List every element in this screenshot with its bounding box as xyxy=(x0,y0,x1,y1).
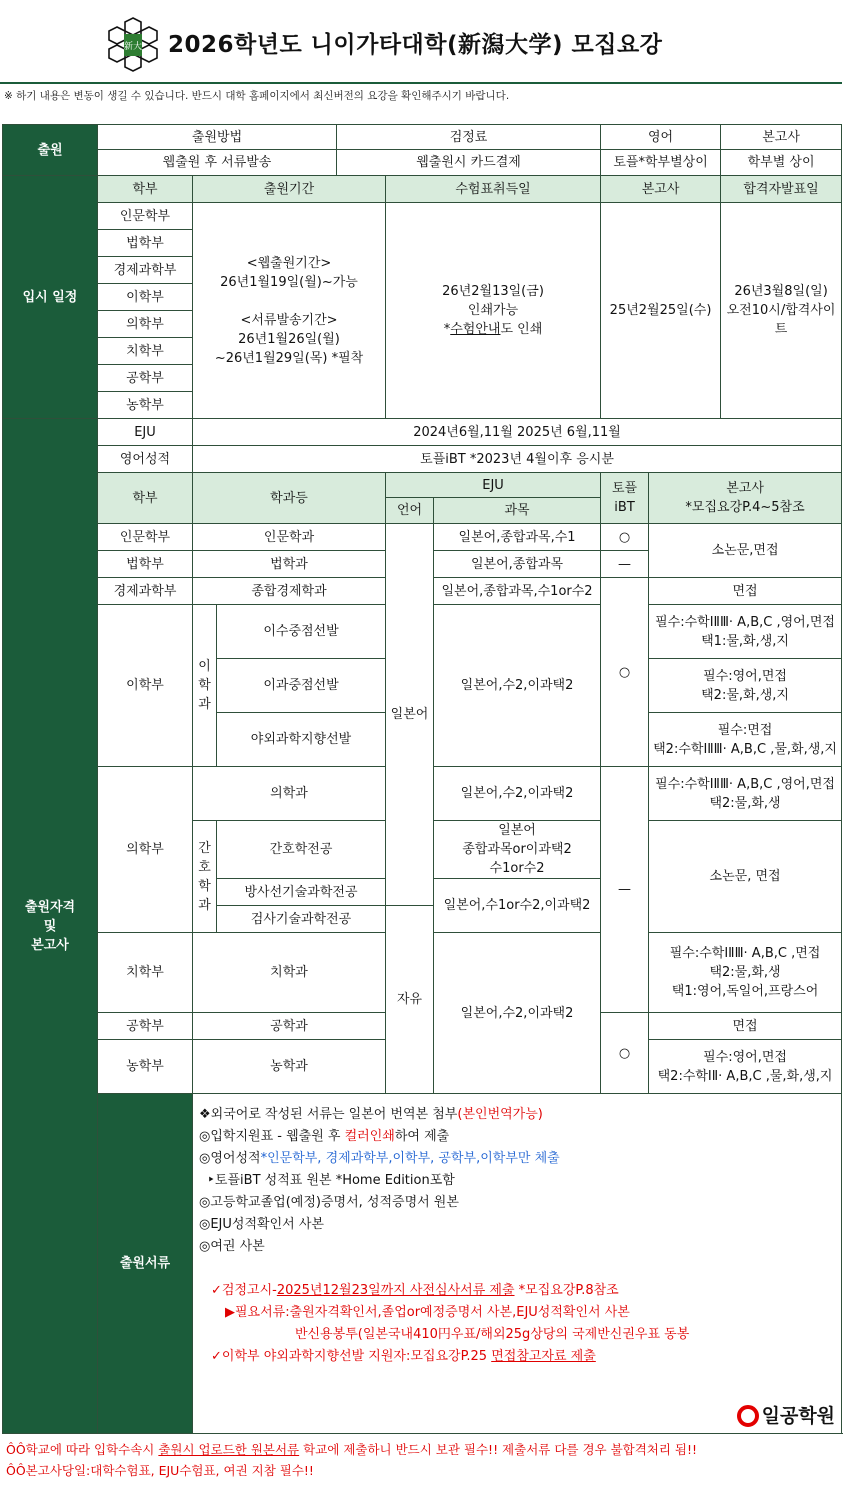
app-value-fee: 웹출원시 카드결제 xyxy=(337,150,601,176)
q-major: 방사선기술과학전공 xyxy=(217,879,386,906)
q-track: 야외과학지향선발 xyxy=(217,713,386,767)
section-documents: 출원서류 xyxy=(98,1094,193,1434)
doc-line: ❖외국어로 작성된 서류는 일본어 번역본 첨부(본인번역가능) xyxy=(199,1107,543,1122)
q-subject: 일본어,수1or수2,이과택2 xyxy=(434,879,601,933)
app-value-exam: 학부별 상이 xyxy=(721,150,842,176)
q-subject: 일본어,수2,이과택2 xyxy=(434,605,601,767)
q-dept: 의학과 xyxy=(193,767,386,821)
doc-line: ◎고등학교졸업(예정)증명서, 성적증명서 원본 xyxy=(199,1195,459,1210)
documents-list xyxy=(193,1094,842,1434)
q-header-toefl: 토플 iBT xyxy=(601,473,649,524)
sch-faculty: 공학부 xyxy=(98,365,193,392)
q-exam: 필수:영어,면접 택2:수학ⅠⅡ· A,B,C ,물,화,생,지 xyxy=(649,1040,842,1094)
q-header-exam: 본고사 *모집요강P.4~5참조 xyxy=(649,473,842,524)
q-exam: 면접 xyxy=(649,578,842,605)
sch-faculty: 치학부 xyxy=(98,338,193,365)
notice-text: ※ 하기 내용은 변동이 생길 수 있습니다. 반드시 대학 홈페이지에서 최신버전의 요강을 확인해주시기 바랍니다. xyxy=(4,90,510,102)
q-dept: 치학과 xyxy=(193,933,386,1013)
sch-header-faculty: 학부 xyxy=(98,176,193,203)
doc-line: ‣토플iBT 성적표 원본 *Home Edition포함 xyxy=(199,1173,455,1188)
doc-line: ◎EJU성적확인서 사본 xyxy=(199,1217,324,1232)
section-application: 출원 xyxy=(3,125,98,176)
q-toefl: — xyxy=(601,767,649,1013)
sch-header-period: 출원기간 xyxy=(193,176,386,203)
q-exam: 소논문, 면접 xyxy=(649,821,842,933)
q-dept: 인문학과 xyxy=(193,524,386,551)
doc-note: 반신용봉투(일본국내410円우표/해외25g상당의 국제반신권우표 동봉 xyxy=(295,1327,690,1342)
sch-faculty: 이학부 xyxy=(98,284,193,311)
footer-note-1: ÔÔ학교에 따라 입학수속시 출원시 업로드한 원본서류 학교에 제출하니 반드시 보관 필수!! 제출서류 다를 경우 불합격처리 됨!! xyxy=(6,1442,698,1457)
doc-line: ◎여권 사본 xyxy=(199,1239,265,1254)
english-score-value: 토플iBT *2023년 4월이후 응시분 xyxy=(193,446,842,473)
q-faculty-medicine: 의학부 xyxy=(98,767,193,933)
q-lang-free: 자유 xyxy=(386,906,434,1094)
sch-period: <웹출원기간> 26년1월19일(월)~가능 <서류발송기간> 26년1월26일(월) ~26년1월29일(목) *필착 xyxy=(193,203,386,419)
sch-faculty: 인문학부 xyxy=(98,203,193,230)
sch-ticket: 26년2월13일(금) 인쇄가능 *수험안내도 인쇄 xyxy=(386,203,601,419)
q-subject: 일본어,수2,이과택2 xyxy=(434,933,601,1094)
q-major: 간호학전공 xyxy=(217,821,386,879)
ilgong-ring-icon xyxy=(737,1405,759,1427)
app-header-method: 출원방법 xyxy=(98,125,337,150)
app-header-english: 영어 xyxy=(601,125,721,150)
q-lang-japanese: 일본어 xyxy=(386,524,434,906)
doc-note: ✓검정고시-2025년12월23일까지 사전심사서류 제출 *모집요강P.8참조 xyxy=(211,1283,619,1298)
q-exam: 필수:수학ⅠⅡⅢ· A,B,C ,영어,면접 택1:물,화,생,지 xyxy=(649,605,842,659)
footer-note-2: ÔÔ본고사당일:대학수험표, EJU수험표, 여권 지참 필수!! xyxy=(6,1463,314,1478)
section-qualification: 출원자격 및 본고사 xyxy=(3,419,98,1434)
eju-label: EJU xyxy=(98,419,193,446)
university-logo-icon xyxy=(105,14,161,74)
q-faculty-agriculture: 농학부 xyxy=(98,1040,193,1094)
q-exam: 필수:수학ⅠⅡⅢ· A,B,C ,영어,면접 택2:물,화,생 xyxy=(649,767,842,821)
q-faculty-humanities: 인문학부 xyxy=(98,524,193,551)
section-schedule: 입시 일정 xyxy=(3,176,98,419)
app-header-exam: 본고사 xyxy=(721,125,842,150)
q-faculty-law: 법학부 xyxy=(98,551,193,578)
q-faculty-science: 이학부 xyxy=(98,605,193,767)
q-exam: 필수:면접 택2:수학ⅠⅡⅢ· A,B,C ,물,화,생,지 xyxy=(649,713,842,767)
q-dept: 종합경제학과 xyxy=(193,578,386,605)
q-faculty-economics: 경제과학부 xyxy=(98,578,193,605)
q-header-eju: EJU xyxy=(386,473,601,498)
q-header-dept: 학과등 xyxy=(193,473,386,524)
q-subject: 일본어,종합과목,수1 xyxy=(434,524,601,551)
q-header-faculty: 학부 xyxy=(98,473,193,524)
q-science-group: 이 학 과 xyxy=(193,605,217,767)
q-toefl: ○ xyxy=(601,1013,649,1094)
guideline-table xyxy=(2,124,842,1434)
q-subject: 일본어 종합과목or이과택2 수1or수2 xyxy=(434,821,601,879)
q-track: 이과중점선발 xyxy=(217,659,386,713)
q-nursing-group: 간 호 학 과 xyxy=(193,821,217,933)
q-track: 이수중점선발 xyxy=(217,605,386,659)
ilgong-logo: 일공학원 xyxy=(737,1405,835,1427)
sch-result: 26년3월8일(일) 오전10시/합격사이트 xyxy=(721,203,842,419)
logo-text: 新大 xyxy=(123,42,143,52)
q-toefl: ○ xyxy=(601,524,649,551)
q-dept: 법학과 xyxy=(193,551,386,578)
eju-value: 2024년6월,11월 2025년 6월,11월 xyxy=(193,419,842,446)
sch-faculty: 법학부 xyxy=(98,230,193,257)
q-header-language: 언어 xyxy=(386,498,434,524)
q-exam: 소논문,면접 xyxy=(649,524,842,578)
header-divider xyxy=(0,82,842,84)
q-subject: 일본어,종합과목 xyxy=(434,551,601,578)
sch-header-exam: 본고사 xyxy=(601,176,721,203)
doc-line: ◎입학지원표 - 웹출원 후 컬러인쇄하여 제출 xyxy=(199,1129,450,1144)
sch-header-ticket: 수험표취득일 xyxy=(386,176,601,203)
page-title: 2026학년도 니이가타대학(新潟大学) 모집요강 xyxy=(168,32,663,58)
english-score-label: 영어성적 xyxy=(98,446,193,473)
q-faculty-engineering: 공학부 xyxy=(98,1013,193,1040)
q-subject: 일본어,종합과목,수1or수2 xyxy=(434,578,601,605)
doc-note: ▶필요서류:출원자격확인서,졸업or예정증명서 사본,EJU성적확인서 사본 xyxy=(225,1305,630,1320)
sch-faculty: 의학부 xyxy=(98,311,193,338)
q-toefl: — xyxy=(601,551,649,578)
sch-header-result: 합격자발표일 xyxy=(721,176,842,203)
q-toefl: ○ xyxy=(601,578,649,767)
q-exam: 필수:수학ⅠⅡⅢ· A,B,C ,면접 택2:물,화,생 택1:영어,독일어,프랑스어 xyxy=(649,933,842,1013)
doc-line: ◎영어성적*인문학부, 경제과학부,이학부, 공학부,이학부만 체출 xyxy=(199,1151,560,1166)
q-exam: 필수:영어,면접 택2:물,화,생,지 xyxy=(649,659,842,713)
q-major: 검사기술과학전공 xyxy=(217,906,386,933)
app-value-english: 토플*학부별상이 xyxy=(601,150,721,176)
q-subject: 일본어,수2,이과택2 xyxy=(434,767,601,821)
q-dept: 농학과 xyxy=(193,1040,386,1094)
doc-note: ✓이학부 야외과학지향선발 지원자:모집요강P.25 면접참고자료 제출 xyxy=(211,1349,596,1364)
app-header-fee: 검정료 xyxy=(337,125,601,150)
page-header xyxy=(0,0,865,84)
sch-faculty: 농학부 xyxy=(98,392,193,419)
q-dept: 공학과 xyxy=(193,1013,386,1040)
sch-exam-date: 25년2월25일(수) xyxy=(601,203,721,419)
q-faculty-dentistry: 치학부 xyxy=(98,933,193,1013)
q-header-subject: 과목 xyxy=(434,498,601,524)
q-exam: 면접 xyxy=(649,1013,842,1040)
app-value-method: 웹출원 후 서류발송 xyxy=(98,150,337,176)
sch-faculty: 경제과학부 xyxy=(98,257,193,284)
